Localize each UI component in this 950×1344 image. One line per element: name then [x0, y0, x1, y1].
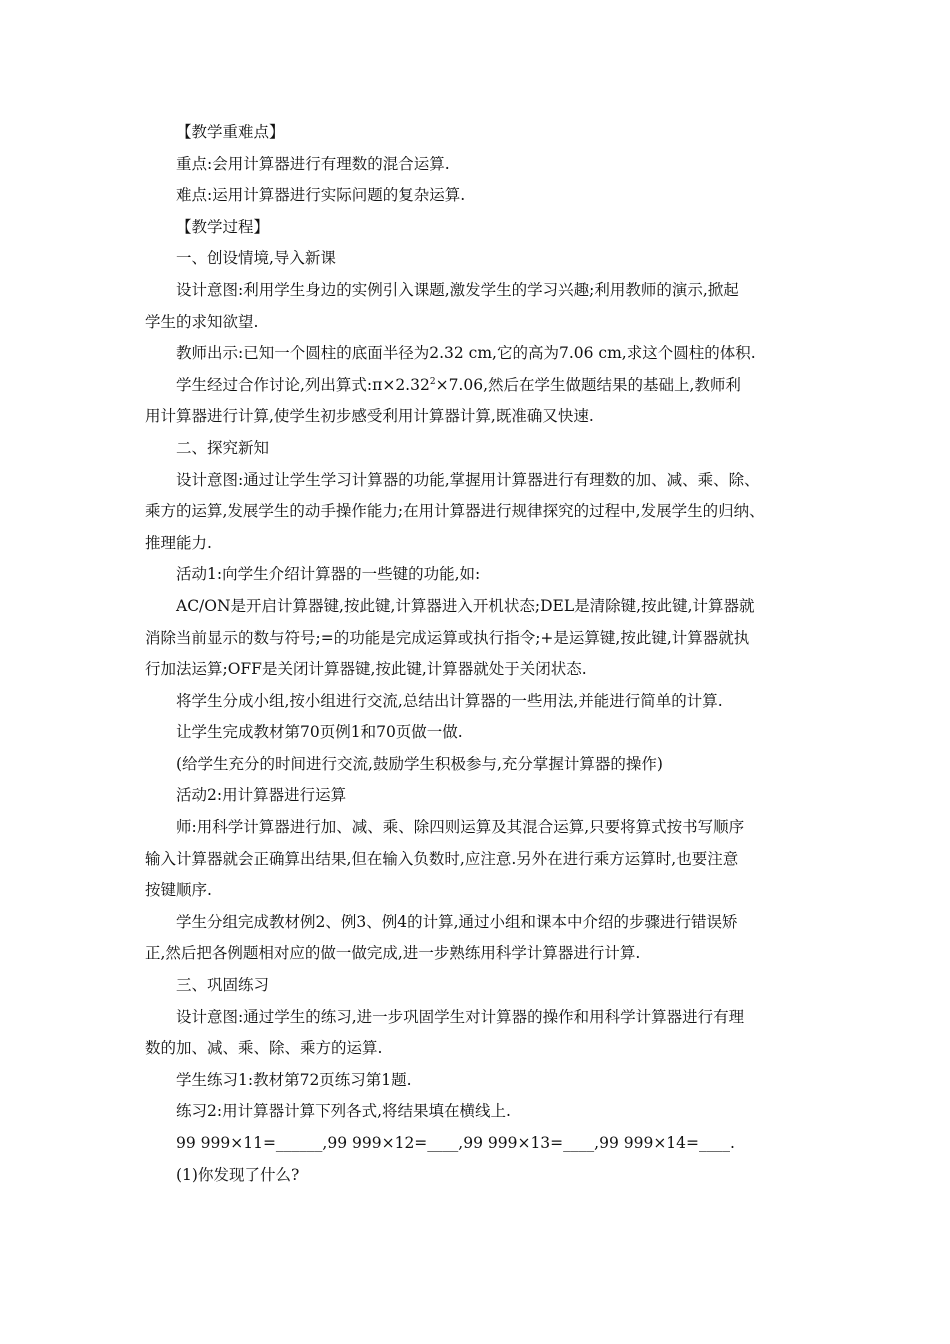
text-line: 【教学过程】: [176, 217, 270, 236]
text-line: 学生练习1:教材第72页练习第1题.: [176, 1070, 412, 1089]
text-line: 学生的求知欲望.: [145, 312, 259, 331]
text-line: 学生分组完成教材例2、例3、例4的计算,通过小组和课本中介绍的步骤进行错误矫: [176, 912, 738, 931]
text-line: 消除当前显示的数与符号;=的功能是完成运算或执行指令;+是运算键,按此键,计算器就执: [145, 628, 750, 647]
text-line: 让学生完成教材第70页例1和70页做一做.: [176, 723, 463, 742]
text-line: 设计意图:利用学生身边的实例引入课题,激发学生的学习兴趣;利用教师的演示,掀起: [176, 280, 739, 299]
text-line: 用计算器进行计算,使学生初步感受利用计算器计算,既准确又快速.: [145, 407, 594, 426]
document-body: [145, 117, 805, 1191]
text-line: [145, 370, 805, 402]
text-line: AC/ON是开启计算器键,按此键,计算器进入开机状态;DEL是清除键,按此键,计算器就: [176, 596, 755, 615]
text-line: 99 999×11=______,99 999×12=____,99 999×13=____,99 999×14=____.: [176, 1134, 735, 1152]
text-line: 活动1:向学生介绍计算器的一些键的功能,如:: [176, 565, 481, 584]
text-line: 数的加、减、乘、除、乘方的运算.: [145, 1039, 383, 1058]
text-line: 师:用科学计算器进行加、减、乘、除四则运算及其混合运算,只要将算式按书写顺序: [176, 818, 745, 837]
text-line: 三、巩固练习: [176, 976, 270, 995]
text-line: 【教学重难点】: [176, 123, 285, 141]
text-line: 设计意图:通过让学生学习计算器的功能,掌握用计算器进行有理数的加、减、乘、除、: [176, 470, 760, 489]
text-line: 一、创设情境,导入新课: [176, 249, 336, 268]
text-line: 难点:运用计算器进行实际问题的复杂运算.: [176, 186, 466, 205]
text-line: 二、探究新知: [176, 438, 270, 457]
text-line: (给学生充分的时间进行交流,鼓励学生积极参与,充分掌握计算器的操作): [176, 754, 663, 773]
text-segment: ×7.06,然后在学生做题结果的基础上,教师利: [435, 375, 741, 394]
text-line: 正,然后把各例题相对应的做一做完成,进一步熟练用科学计算器进行计算.: [145, 944, 641, 963]
text-line: 将学生分成小组,按小组进行交流,总结出计算器的一些用法,并能进行简单的计算.: [176, 691, 723, 710]
text-line: 设计意图:通过学生的练习,进一步巩固学生对计算器的操作和用科学计算器进行有理: [176, 1007, 745, 1026]
text-line: 教师出示:已知一个圆柱的底面半径为2.32 cm,它的高为7.06 cm,求这个圆柱的体积.: [176, 344, 756, 363]
text-line: 练习2:用计算器计算下列各式,将结果填在横线上.: [176, 1102, 511, 1121]
superscript: 2: [429, 376, 436, 387]
text-line: 推理能力.: [145, 533, 212, 552]
text-line: 按键顺序.: [145, 881, 212, 900]
text-line: 活动2:用计算器进行运算: [176, 786, 347, 805]
text-segment: 学生经过合作讨论,列出算式:π×2.32: [176, 375, 430, 394]
text-line: 重点:会用计算器进行有理数的混合运算.: [176, 154, 450, 173]
text-line: (1)你发现了什么?: [176, 1165, 300, 1184]
text-line: 乘方的运算,发展学生的动手操作能力;在用计算器进行规律探究的过程中,发展学生的归纳、: [145, 502, 765, 521]
text-line: 输入计算器就会正确算出结果,但在输入负数时,应注意.另外在进行乘方运算时,也要注意: [145, 849, 739, 868]
text-line: 行加法运算;OFF是关闭计算器键,按此键,计算器就处于关闭状态.: [145, 660, 587, 679]
